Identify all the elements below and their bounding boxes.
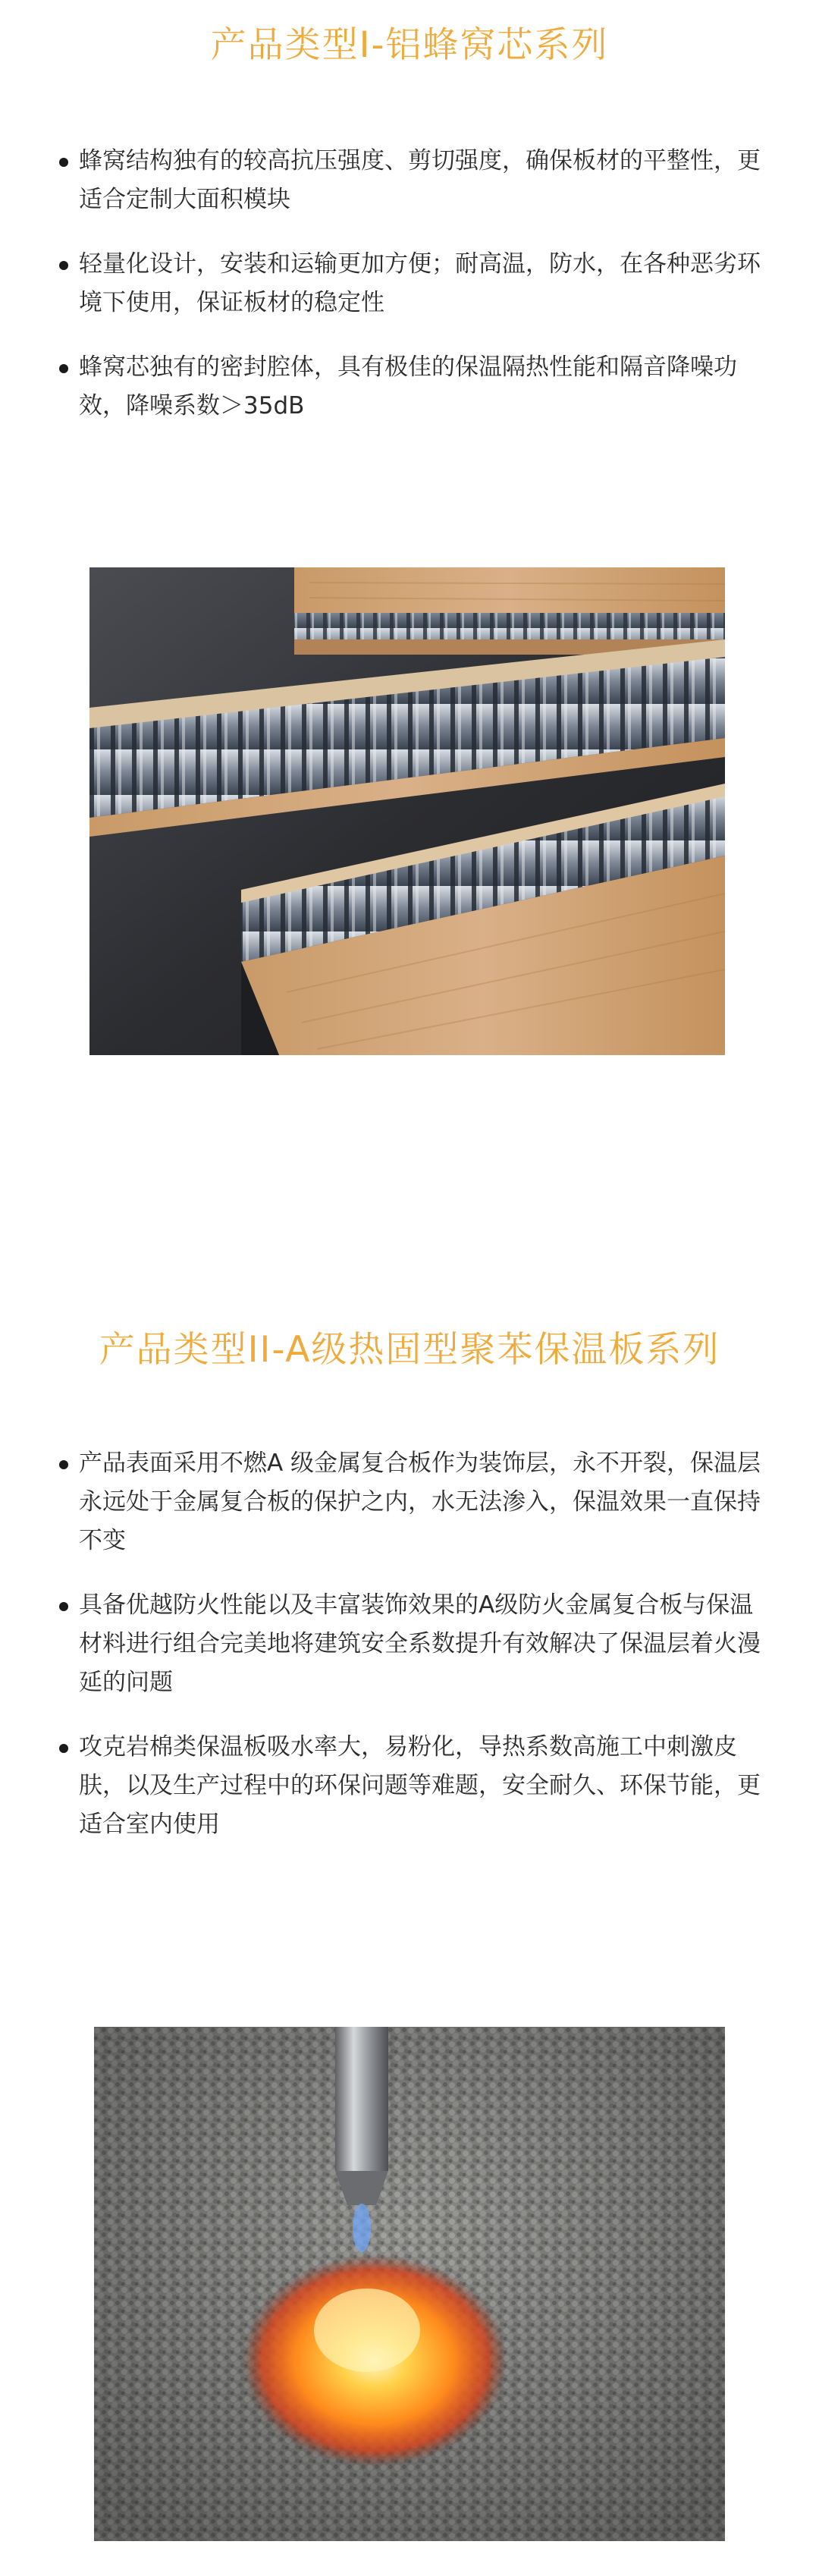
bullet-text: 蜂窝结构独有的较高抗压强度、剪切强度，确保板材的平整性，更适合定制大面积模块 — [79, 147, 761, 213]
bullet-item — [59, 1444, 772, 1560]
honeycomb-panel-photo — [89, 567, 725, 1055]
bullet-text: 蜂窝芯独有的密封腔体，具有极佳的保温隔热性能和隔音降噪功效，降噪系数＞35dB — [79, 353, 737, 419]
bullet-dot-icon — [59, 158, 68, 167]
bullet-dot-icon — [59, 261, 68, 270]
bullet-text: 具备优越防火性能以及丰富装饰效果的A级防火金属复合板与保温材料进行组合完美地将建筑安全系数提升有效解决了保温层着火漫延的问题 — [79, 1591, 761, 1696]
bullet-item — [59, 1728, 772, 1844]
bullet-text: 攻克岩棉类保温板吸水率大，易粉化，导热系数高施工中刺激皮肤，以及生产过程中的环保问题等难题，安全耐久、环保节能，更适合室内使用 — [79, 1733, 761, 1838]
bullet-item — [59, 1586, 772, 1702]
bullet-dot-icon — [59, 364, 68, 373]
bullet-item — [59, 245, 772, 322]
section-2-bullet-list — [59, 1444, 772, 1870]
section-1-title: 产品类型Ⅰ-铝蜂窝芯系列 — [210, 24, 609, 66]
bullet-dot-icon — [59, 1744, 68, 1753]
bullet-item — [59, 142, 772, 219]
bullet-text: 轻量化设计，安装和运输更加方便；耐高温，防水，在各种恶劣环境下使用，保证板材的稳定性 — [79, 250, 761, 316]
section-2-title: 产品类型II-A级热固型聚苯保温板系列 — [99, 1329, 720, 1371]
bullet-text: 产品表面采用不燃A 级金属复合板作为装饰层，永不开裂，保温层永远处于金属复合板的保护之内，水无法渗入，保温效果一直保持不变 — [79, 1450, 761, 1554]
bullet-dot-icon — [59, 1460, 68, 1469]
section-1-bullet-list — [59, 142, 772, 451]
flame-test-photo — [94, 2027, 725, 2541]
bullet-item — [59, 348, 772, 426]
bullet-dot-icon — [59, 1602, 68, 1611]
